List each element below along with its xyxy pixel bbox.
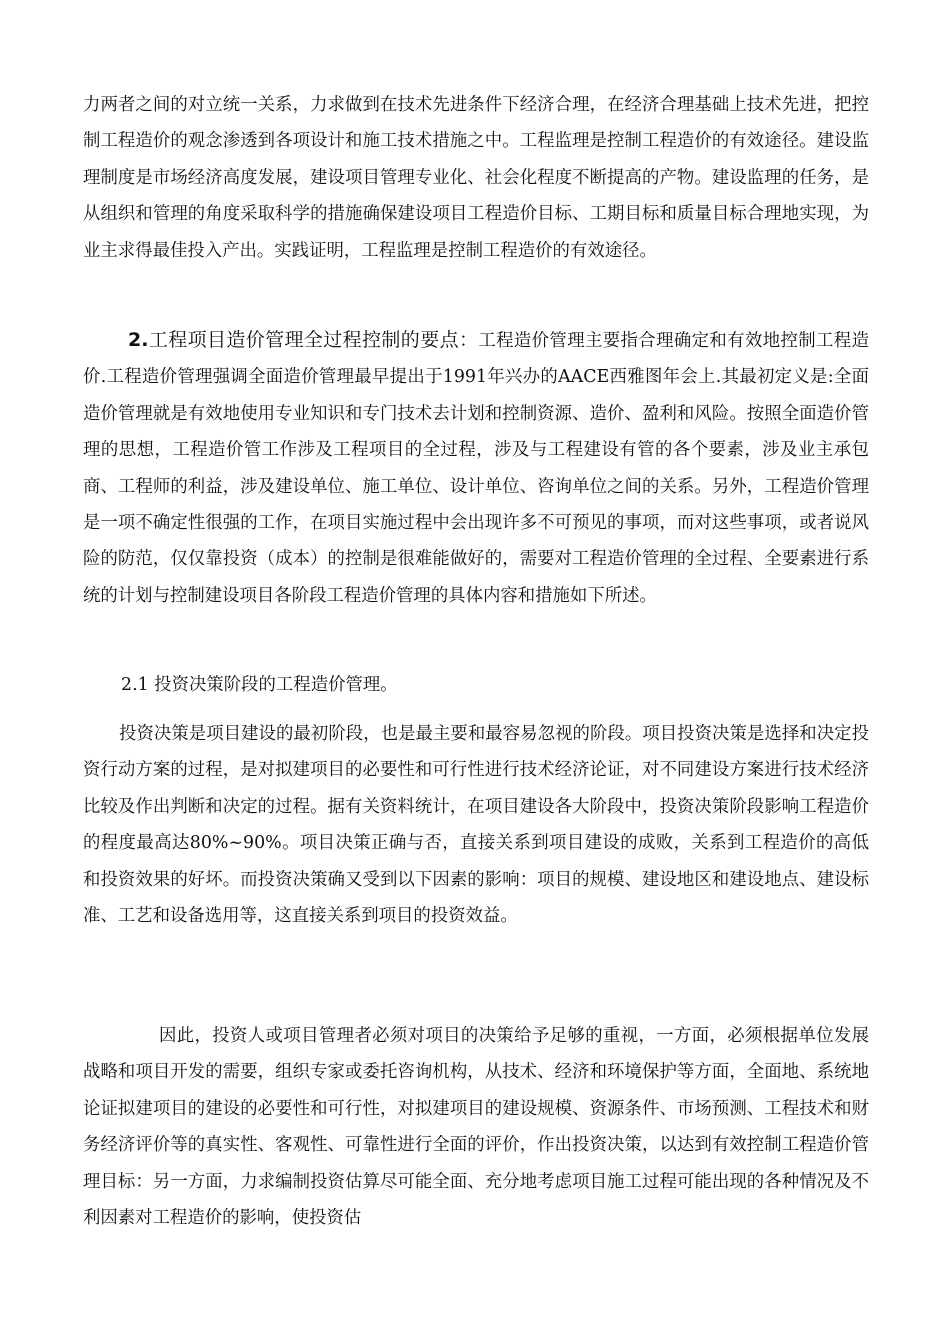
paragraph-key-points	[83, 322, 869, 614]
paragraph-investment-decision: 投资决策是项目建设的最初阶段，也是最主要和最容易忽视的阶段。项目投资决策是选择和决定投资行动方案的过程，是对拟建项目的必要性和可行性进行技术经济论证，对不同建设方案进行技术经济比较及作出判断和决定的过程。据有关资料统计，在项目建设各大阶段中，投资决策阶段影响工程造价的程度最高达80%~90%。项目决策正确与否，直接关系到项目建设的成败，关系到工程造价的高低和投资效果的好坏。而投资决策确又受到以下因素的影响：项目的规模、建设地区和建设地点、建设标准、工艺和设备选用等，这直接关系到项目的投资效益。	[83, 724, 869, 927]
section-number: 2.	[128, 329, 149, 351]
section-body: 工程造价管理主要指合理确定和有效地控制工程造价.工程造价管理强调全面造价管理最早提出于1991年兴办的AACE西雅图年会上.其最初定义是:全面造价管理就是有效地使用专业知识和专门技术去计划和控制资源、造价、盈利和风险。按照全面造价管理的思想，工程造价管工作涉及工程项目的全过程，涉及与工程建设有管的各个要素，涉及业主承包商、工程师的利益，涉及建设单位、施工单位、设计单位、咨询单位之间的关系。另外，工程造价管理是一项不确定性很强的工作，在项目实施过程中会出现许多不可预见的事项，而对这些事项，或者说风险的防范，仅仅靠投资（成本）的控制是很难能做好的，需要对工程造价管理的全过程、全要素进行系统的计划与控制建设项目各阶段工程造价管理的具体内容和措施如下所述。	[83, 331, 869, 606]
paragraph-supervision: 力两者之间的对立统一关系，力求做到在技术先进条件下经济合理，在经济合理基础上技术先进，把控制工程造价的观念渗透到各项设计和施工技术措施之中。工程监理是控制工程造价的有效途径。建设监理制度是市场经济高度发展，建设项目管理专业化、社会化程度不断提高的产物。建设监理的任务，是从组织和管理的角度采取科学的措施确保建设项目工程造价目标、工期目标和质量目标合理地实现，为业主求得最佳投入产出。实践证明，工程监理是控制工程造价的有效途径。	[83, 95, 869, 261]
section-heading: 工程项目造价管理全过程控制的要点：	[148, 329, 479, 351]
subsection-heading: 2.1 投资决策阶段的工程造价管理。	[121, 675, 398, 695]
paragraph-therefore: 因此，投资人或项目管理者必须对项目的决策给予足够的重视，一方面，必须根据单位发展战略和项目开发的需要，组织专家或委托咨询机构，从技术、经济和环境保护等方面，全面地、系统地论证拟建项目的建设的必要性和可行性，对拟建项目的建设规模、资源条件、市场预测、工程技术和财务经济评价等的真实性、客观性、可靠性进行全面的评价，作出投资决策，以达到有效控制工程造价管理目标：另一方面，力求编制投资估算尽可能全面、充分地考虑项目施工过程可能出现的各种情况及不利因素对工程造价的影响，使投资估	[83, 1026, 869, 1229]
